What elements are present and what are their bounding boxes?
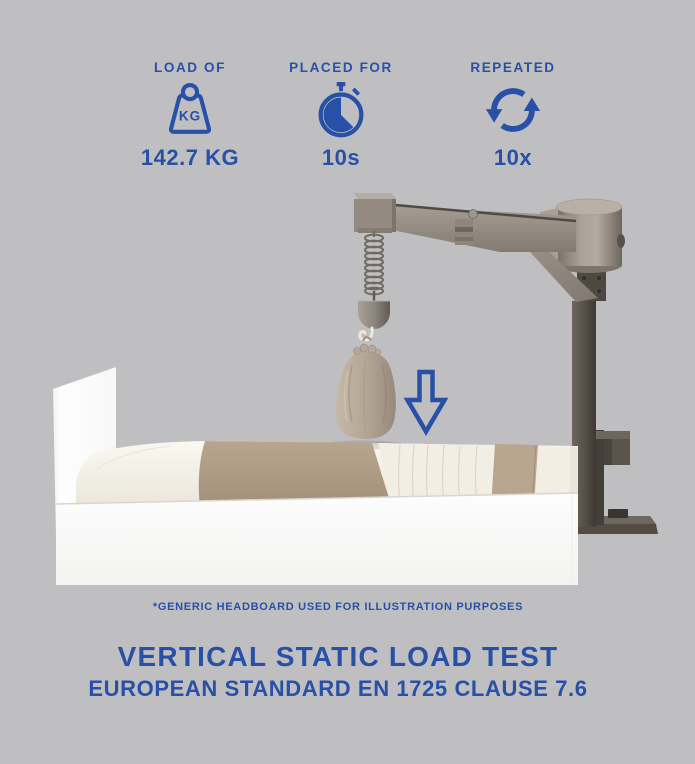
- stat-repetitions-value: 10x: [493, 145, 533, 170]
- downward-force-arrow-icon: [408, 372, 445, 432]
- bed-frame: [56, 493, 578, 585]
- weight-kg-icon: [159, 81, 221, 141]
- test-standard-subtitle: EUROPEAN STANDARD EN 1725 CLAUSE 7.6: [88, 676, 588, 701]
- stopwatch-icon: [310, 81, 372, 141]
- bed: [53, 367, 578, 585]
- stat-repetitions-label: REPEATED: [470, 60, 556, 75]
- stat-duration-value: 10s: [321, 145, 361, 170]
- headboard-disclaimer-note: *GENERIC HEADBOARD USED FOR ILLUSTRATION PURPOSES: [152, 601, 524, 613]
- machine-spring: [365, 231, 383, 301]
- stat-load: [115, 60, 265, 171]
- weight-icon-kg-text: KG: [178, 108, 202, 124]
- load-bag: [336, 337, 396, 439]
- machine-foot: [608, 509, 628, 518]
- stat-repetitions: [438, 60, 588, 171]
- test-title: VERTICAL STATIC LOAD TEST: [117, 641, 559, 672]
- stat-load-value: 142.7 KG: [140, 145, 240, 170]
- stat-duration: [266, 60, 416, 171]
- stat-load-label: LOAD OF: [154, 60, 226, 75]
- machine-coupler: [358, 301, 390, 329]
- repeat-icon: [482, 81, 544, 141]
- stat-duration-label: PLACED FOR: [289, 60, 393, 75]
